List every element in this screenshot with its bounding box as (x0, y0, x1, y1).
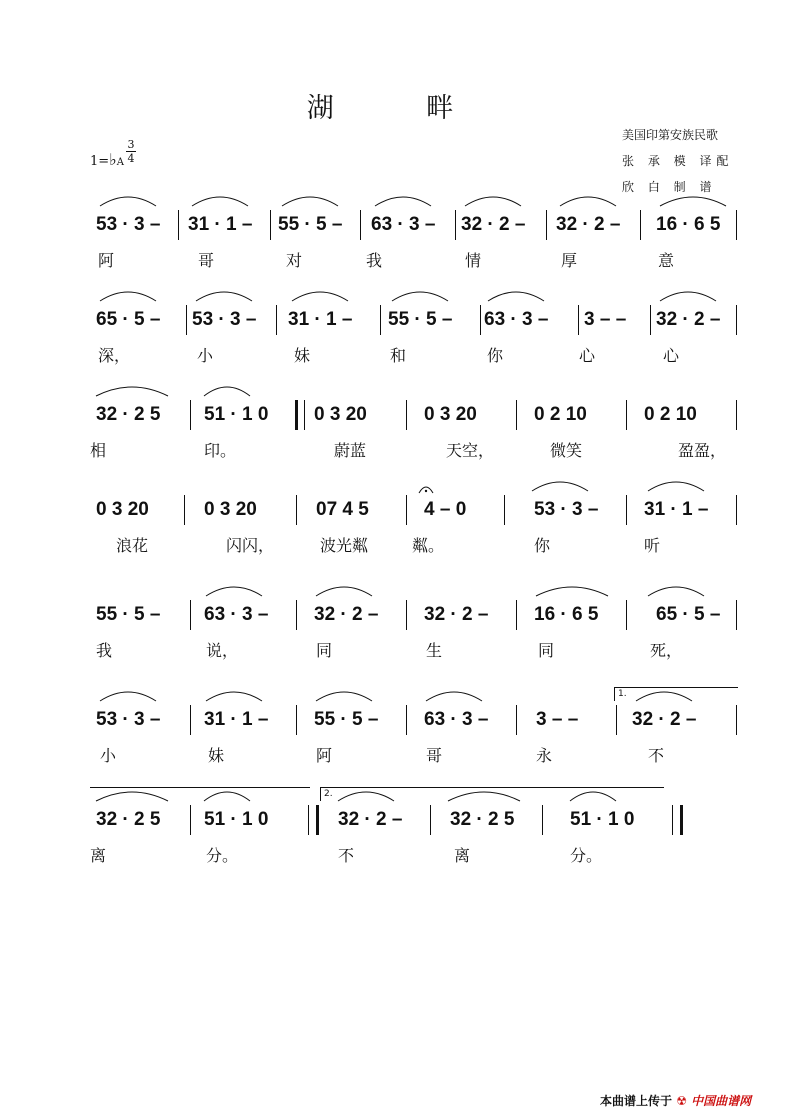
lyric: 分。 (570, 846, 603, 865)
measure-notes: 63 · 3 – (484, 309, 549, 330)
lyric: 深， (98, 346, 131, 365)
barline (296, 600, 297, 630)
lyric: 小 (100, 746, 117, 765)
measure-notes: 53 · 3 – (192, 309, 257, 330)
lyric: 小 (197, 346, 214, 365)
lyric: 哥 (426, 746, 443, 765)
slur (98, 683, 158, 703)
slur (314, 578, 374, 598)
slur (204, 683, 264, 703)
measure-notes: 63 · 3 – (424, 709, 489, 730)
lyric: 厚 (561, 251, 578, 270)
barline (190, 400, 191, 430)
slur (98, 283, 158, 303)
slur (568, 783, 618, 803)
barline (516, 600, 517, 630)
lyric: 听 (644, 536, 661, 555)
slur (314, 683, 374, 703)
lyric: 对 (286, 251, 303, 270)
lyric: 阿 (98, 251, 115, 270)
measure-notes: 0 3 20 (96, 499, 149, 520)
barline (184, 495, 185, 525)
lyric: 离 (454, 846, 471, 865)
key-note: A (116, 157, 124, 168)
measure-notes: 53 · 3 – (96, 709, 161, 730)
barline (616, 705, 617, 735)
lyric: 波光粼 (320, 536, 369, 555)
barline (190, 805, 191, 835)
final-barline (672, 805, 683, 835)
lyric: 同 (538, 641, 555, 660)
barline (186, 305, 187, 335)
barline (736, 600, 737, 630)
lyric: 说， (206, 641, 239, 660)
measure-notes: 63 · 3 – (371, 214, 436, 235)
slur (194, 283, 254, 303)
lyric: 我 (366, 251, 383, 270)
lyric: 相 (90, 441, 107, 460)
measure-notes: 32 · 2 – (632, 709, 697, 730)
barline (516, 400, 517, 430)
measure-notes: 51 · 1 0 (204, 809, 269, 830)
barline (736, 305, 737, 335)
lyric: 心 (663, 346, 680, 365)
slur (658, 188, 728, 208)
barline (296, 705, 297, 735)
lyric: 闪闪， (226, 536, 275, 555)
barline (190, 600, 191, 630)
lyric: 妹 (294, 346, 311, 365)
lyric: 情 (465, 251, 482, 270)
barline (736, 495, 737, 525)
credit-translator: 张 承 模 译配 (622, 154, 734, 168)
measure-notes: 0 3 20 (424, 404, 477, 425)
measure-notes: 32 · 2 – (424, 604, 489, 625)
measure-notes: 32 · 2 5 (450, 809, 515, 830)
barline (504, 495, 505, 525)
measure-notes: 32 · 2 5 (96, 809, 161, 830)
measure-notes: 55 · 5 – (278, 214, 343, 235)
slur (646, 578, 706, 598)
credit-origin: 美国印第安族民歌 (622, 128, 719, 142)
slur (290, 283, 350, 303)
lyric: 你 (487, 346, 504, 365)
slur (534, 578, 610, 598)
song-title: 湖 畔 (306, 93, 496, 124)
lyric: 心 (579, 346, 596, 365)
lyric: 我 (96, 641, 113, 660)
credit-notation: 欣 白 制 谱 (622, 180, 717, 194)
slur (634, 683, 694, 703)
slur (98, 188, 158, 208)
measure-notes: 53 · 3 – (534, 499, 599, 520)
barline (640, 210, 641, 240)
site-name[interactable]: 中国曲谱网 (691, 1094, 752, 1108)
measure-notes: 32 · 2 – (314, 604, 379, 625)
slur (646, 473, 706, 493)
lyric: 阿 (316, 746, 333, 765)
measure-notes: 32 · 2 – (556, 214, 621, 235)
lyric: 分。 (206, 846, 239, 865)
barline (406, 705, 407, 735)
measure-notes: 31 · 1 – (644, 499, 709, 520)
lyric: 不 (338, 846, 355, 865)
slur (390, 283, 450, 303)
slur (486, 283, 546, 303)
lyric: 不 (648, 746, 665, 765)
barline (542, 805, 543, 835)
measure-notes: 65 · 5 – (96, 309, 161, 330)
barline (406, 400, 407, 430)
site-logo-icon: ☢ (676, 1094, 687, 1108)
measure-notes: 63 · 3 – (204, 604, 269, 625)
lyric: 盈盈， (678, 441, 727, 460)
lyric: 生 (426, 641, 443, 660)
measure-notes: 3 – – (584, 309, 627, 330)
barline (190, 705, 191, 735)
barline (578, 305, 579, 335)
measure-notes: 3 – – (536, 709, 579, 730)
measure-notes: 32 · 2 – (461, 214, 526, 235)
measure-notes: 16 · 6 5 (534, 604, 599, 625)
measure-notes: 65 · 5 – (656, 604, 721, 625)
barline (480, 305, 481, 335)
barline (736, 400, 737, 430)
lyric: 浪花 (116, 536, 149, 555)
barline (406, 495, 407, 525)
barline (430, 805, 431, 835)
measure-notes: 31 · 1 – (288, 309, 353, 330)
barline (516, 705, 517, 735)
lyric: 意 (658, 251, 675, 270)
measure-notes: 55 · 5 – (96, 604, 161, 625)
measure-notes: 07 4 5 (316, 499, 369, 520)
barline (296, 495, 297, 525)
lyric: 你 (534, 536, 551, 555)
slur (204, 578, 264, 598)
measure-notes: 32 · 2 5 (96, 404, 161, 425)
barline (626, 495, 627, 525)
key-signature (90, 138, 135, 169)
slur (336, 783, 396, 803)
slur (558, 188, 618, 208)
measure-notes: 32 · 2 – (656, 309, 721, 330)
slur (280, 188, 340, 208)
measure-notes: 55 · 5 – (388, 309, 453, 330)
lyric: 微笑 (550, 441, 583, 460)
upload-text: 本曲谱上传于 (600, 1094, 673, 1108)
lyric: 永 (536, 746, 553, 765)
slur (94, 378, 170, 398)
barline (736, 210, 737, 240)
flat-sign: ♭ (109, 150, 117, 169)
slur (424, 683, 484, 703)
slur (530, 473, 590, 493)
lyric: 死， (650, 641, 683, 660)
lyric: 天空， (446, 441, 495, 460)
measure-notes: 0 2 10 (644, 404, 697, 425)
lyric: 和 (390, 346, 407, 365)
barline (650, 305, 651, 335)
measure-notes: 55 · 5 – (314, 709, 379, 730)
barline (626, 400, 627, 430)
lyric: 同 (316, 641, 333, 660)
slur (446, 783, 522, 803)
time-bottom: 4 (127, 152, 135, 165)
fermata (416, 481, 436, 495)
slur (202, 783, 252, 803)
slur (190, 188, 250, 208)
measure-notes: 51 · 1 0 (570, 809, 635, 830)
lyric: 印。 (204, 441, 237, 460)
lyric: 妹 (208, 746, 225, 765)
measure-notes: 31 · 1 – (188, 214, 253, 235)
measure-notes: 53 · 3 – (96, 214, 161, 235)
barline (455, 210, 456, 240)
measure-notes: 31 · 1 – (204, 709, 269, 730)
second-ending-bracket: 2. (320, 787, 664, 801)
slur (94, 783, 170, 803)
barline (736, 705, 737, 735)
measure-notes: 0 3 20 (314, 404, 367, 425)
slur (202, 378, 252, 398)
measure-notes: 0 3 20 (204, 499, 257, 520)
barline (270, 210, 271, 240)
time-signature (126, 138, 136, 165)
measure-notes: 4 – 0 (424, 499, 467, 520)
slur (373, 188, 433, 208)
barline (178, 210, 179, 240)
lyric: 粼。 (412, 536, 445, 555)
time-top: 3 (127, 138, 135, 151)
slur (658, 283, 718, 303)
repeat-start-barline (295, 400, 305, 430)
lyric: 哥 (198, 251, 215, 270)
barline (380, 305, 381, 335)
measure-notes: 32 · 2 – (338, 809, 403, 830)
repeat-end-barline (308, 805, 319, 835)
key-label: 1= (90, 154, 110, 169)
first-ending-bracket: 1. (614, 687, 738, 701)
footer (600, 1092, 751, 1109)
lyric: 蔚蓝 (334, 441, 367, 460)
lyric: 离 (90, 846, 107, 865)
measure-notes: 51 · 1 0 (204, 404, 269, 425)
barline (626, 600, 627, 630)
barline (360, 210, 361, 240)
barline (546, 210, 547, 240)
slur (463, 188, 523, 208)
barline (406, 600, 407, 630)
measure-notes: 0 2 10 (534, 404, 587, 425)
measure-notes: 16 · 6 5 (656, 214, 721, 235)
barline (276, 305, 277, 335)
